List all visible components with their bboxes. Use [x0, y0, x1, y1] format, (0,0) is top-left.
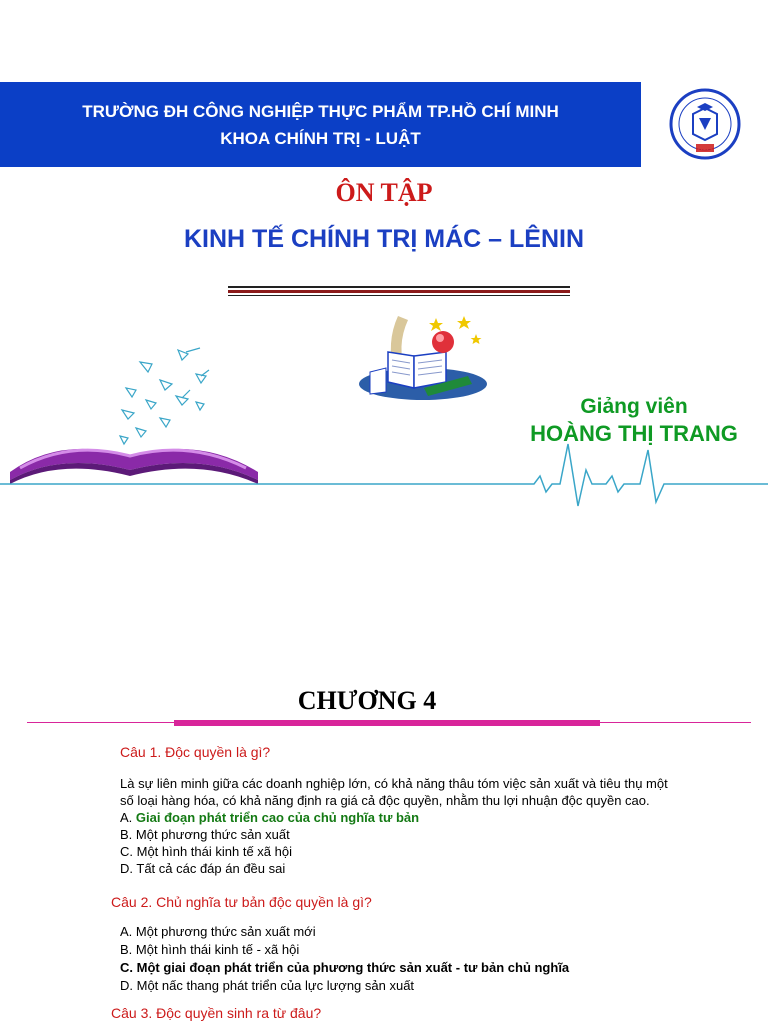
heartbeat-line: [0, 440, 768, 510]
faculty-name: KHOA CHÍNH TRỊ - LUẬT: [220, 129, 421, 148]
chapter-title: CHƯƠNG 4: [297, 686, 437, 715]
q1-answer-line-2: số loại hàng hóa, có khả năng định ra giá cả độc quyền, nhằm thu lợi nhuận độc quyền cao.: [120, 793, 650, 808]
lecturer-label: Giảng viên: [580, 395, 688, 418]
title-divider-accent: [228, 290, 570, 293]
q1-option-d: D. Tất cả các đáp án đều sai: [120, 861, 286, 876]
q1-option-b: B. Một phương thức sản xuất: [120, 827, 290, 842]
lecturer-block: [500, 393, 768, 447]
question-1: Câu 1. Độc quyền là gì?: [120, 744, 271, 760]
header-banner: [0, 82, 641, 167]
q2-option-a: A. Một phương thức sản xuất mới: [120, 924, 316, 939]
university-logo: [669, 88, 741, 160]
review-title: ÔN TẬP: [335, 178, 433, 207]
q1-option-c: C. Một hình thái kinh tế xã hội: [120, 844, 292, 859]
question-2: Câu 2. Chủ nghĩa tư bản độc quyền là gì?: [111, 894, 372, 910]
open-book-clipart: [356, 312, 490, 404]
q2-option-d: D. Một nấc thang phát triển của lực lượng sản xuất: [120, 978, 415, 993]
q1-option-a-text: Giai đoạn phát triển cao của chủ nghĩa tư bản: [135, 810, 420, 825]
lecturer-name: HOÀNG THỊ TRANG: [530, 421, 738, 446]
q1-option-a: [120, 809, 419, 826]
university-name: TRƯỜNG ĐH CÔNG NGHIỆP THỰC PHẨM TP.HỒ CHÍ MINH: [82, 102, 559, 121]
chapter-divider-bar: [174, 720, 600, 726]
subject-title: KINH TẾ CHÍNH TRỊ MÁC – LÊNIN: [184, 225, 584, 253]
q2-option-b: B. Một hình thái kinh tế - xã hội: [120, 942, 300, 957]
question-page: [0, 612, 768, 1024]
question-3: Câu 3. Độc quyền sinh ra từ đâu?: [111, 1005, 322, 1021]
title-divider: [228, 286, 570, 288]
q1-answer-line-1: Là sự liên minh giữa các doanh nghiệp lớn, có khả năng thâu tóm việc sản xuất và tiêu thụ một: [120, 776, 668, 791]
q2-option-c: C. Một giai đoạn phát triển của phương thức sản xuất - tư bản chủ nghĩa: [120, 960, 570, 975]
q1-option-a-prefix: A.: [120, 810, 133, 825]
title-divider-bottom: [228, 295, 570, 296]
